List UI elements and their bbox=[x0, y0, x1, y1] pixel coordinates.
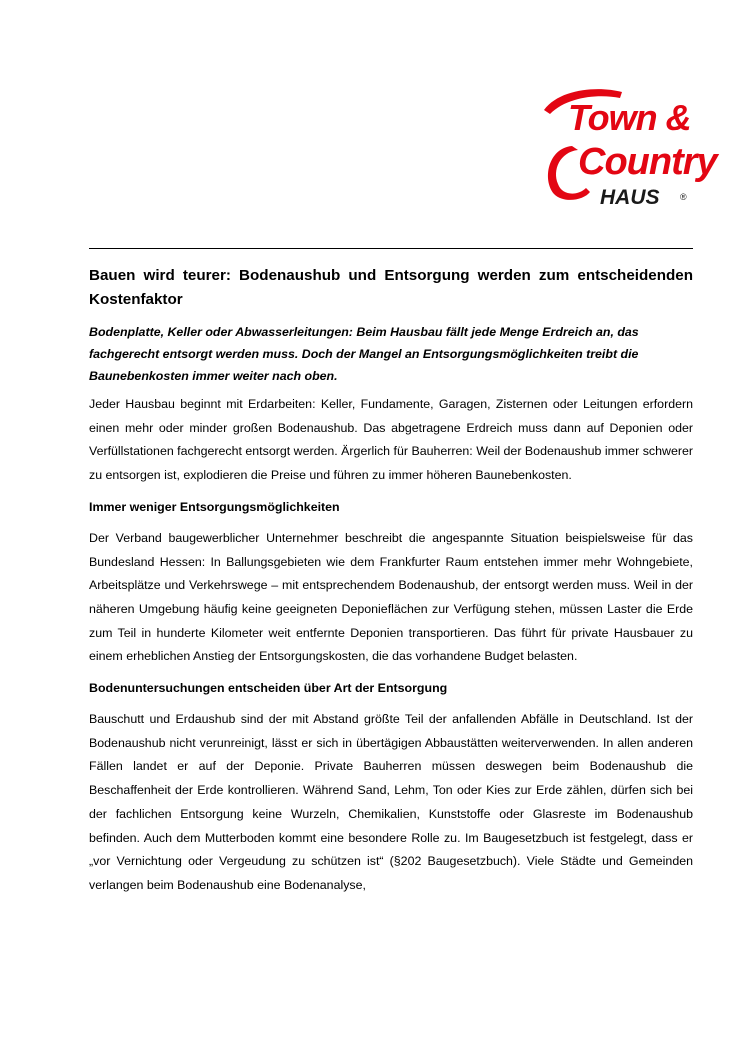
section-heading-2: Bodenuntersuchungen entscheiden über Art der Entsorgung bbox=[89, 681, 448, 696]
article-title: Bauen wird teurer: Bodenaushub und Entsorgung werden zum entscheidenden Kostenfaktor bbox=[89, 267, 693, 308]
article-lead: Bodenplatte, Keller oder Abwasserleitungen: Beim Hausbau fällt jede Menge Erdreich an, das fachgerecht entsorgt werden muss. Doch der Mangel an Entsorgungsmöglichkeiten treibt die Baunebenkosten immer weiter nach oben. bbox=[89, 325, 639, 383]
logo-line2: Country bbox=[578, 141, 717, 183]
section-text-2: Bauschutt und Erdaushub sind der mit Abstand größte Teil der anfallenden Abfälle in Deutschland. Ist der Bodenaushub nicht verunreinigt, lässt er sich in übertägigen Abbaustätten weiterverwenden. In allen anderen Fällen landet er auf der Deponie. Private Bauherren müssen deswegen beim Bodenaushub die Beschaffenheit der Erde kontrollieren. Während Sand, Lehm, Ton oder Kies zur Erde zählen, dürfen sich bei der fachlichen Entsorgung keine Wurzeln, Chemikalien, Kunststoffe oder Glasreste im Bodenaushub befinden. Auch dem Mutterboden kommt eine besondere Rolle zu. Im Baugesetzbuch ist festgelegt, dass er „vor Vernichtung oder Vergeudung zu schützen ist“ (§202 Baugesetzbuch). Viele Städte und Gemeinden verlangen beim Bodenaushub eine Bodenanalyse, bbox=[89, 712, 693, 892]
article-intro: Jeder Hausbau beginnt mit Erdarbeiten: Keller, Fundamente, Garagen, Zisternen oder Leitungen erfordern einen mehr oder minder großen Bodenaushub. Das abgetragene Erdreich muss dann auf Deponien oder Verfüllstationen fachgerecht entsorgt werden. Ärgerlich für Bauherren: Weil der Bodenaushub immer schwerer zu entsorgen ist, explodieren die Preise und führen zu immer höheren Baunebenkosten. bbox=[89, 397, 693, 483]
section-heading-1: Immer weniger Entsorgungsmöglichkeiten bbox=[89, 499, 340, 514]
logo-graphic bbox=[540, 84, 717, 209]
logo-line3: HAUS bbox=[600, 186, 660, 209]
town-country-logo bbox=[540, 84, 717, 209]
logo-line1: Town & bbox=[568, 97, 691, 138]
logo-registered: ® bbox=[680, 192, 687, 202]
section-text-1: Der Verband baugewerblicher Unternehmer beschreibt die angespannte Situation beispielsweise für das Bundesland Hessen: In Ballungsgebieten wie dem Frankfurter Raum entstehen immer mehr Wohngebiete, Arbeitsplätze und Verkehrswege – mit entsprechendem Bodenaushub, der entsorgt werden muss. Weil in der näheren Umgebung häufig keine geeigneten Deponieflächen zur Verfügung stehen, müssen Laster die Erde zum Teil in hunderte Kilometer weit entfernte Deponien transportieren. Das führt für private Hausbauer zu einem erheblichen Anstieg der Entsorgungskosten, die das vorhandene Budget belasten. bbox=[89, 530, 693, 664]
header-divider bbox=[89, 248, 693, 249]
article bbox=[89, 264, 693, 898]
